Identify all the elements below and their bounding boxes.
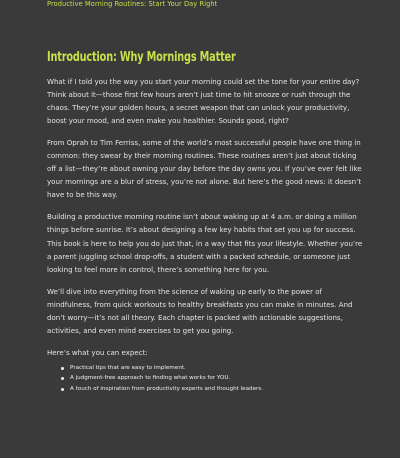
page-content <box>47 50 367 395</box>
running-header: Productive Morning Routines: Start Your Day Right <box>47 0 218 8</box>
paragraph-1: What if I told you the way you start your morning could set the tone for your entire day? Think about it—those first few hours aren’t just time to hit snooze or rush through the chaos. They’re your golden hours, a secret weapon that can unlock your productivity, boost your mood, and even make you healthier. Sounds good, right? <box>47 77 360 126</box>
paragraph-2: From Oprah to Tim Ferriss, some of the world’s most successful people have one thing in common: they swear by their morning routines. These routines aren’t just about ticking off a list—they’re about owning your day before the day owns you. If you’ve ever felt like your mornings are a blur of stress, you’re not alone. But here’s the good news: it doesn’t have to be this way. <box>47 138 362 200</box>
bullet-item: Practical tips that are easy to implement. <box>61 363 367 374</box>
section-title: Introduction: Why Mornings Matter <box>47 50 236 65</box>
paragraph-3: Building a productive morning routine isn’t about waking up at 4 a.m. or doing a million things before sunrise. It’s about designing a few key habits that set you up for success. This book is here to help you do just that, in a way that fits your lifestyle. Whether you’re a parent juggling school drop-offs, a student with a packed schedule, or someone just looking to feel more in control, there’s something here for you. <box>47 212 363 274</box>
bullet-item: A touch of inspiration from productivity experts and thought leaders. <box>61 384 367 395</box>
paragraph-5: Here’s what you can expect: <box>47 347 148 357</box>
paragraph-4: We’ll dive into everything from the science of waking up early to the power of mindfulness, from quick workouts to healthy breakfasts you can make in minutes. And don’t worry—it’s not all theory. Each chapter is packed with actionable suggestions, activities, and even mind exercises to get you going. <box>47 286 353 335</box>
bullet-item: A judgment-free approach to finding what works for YOU. <box>61 373 367 384</box>
bullet-list <box>47 363 367 395</box>
